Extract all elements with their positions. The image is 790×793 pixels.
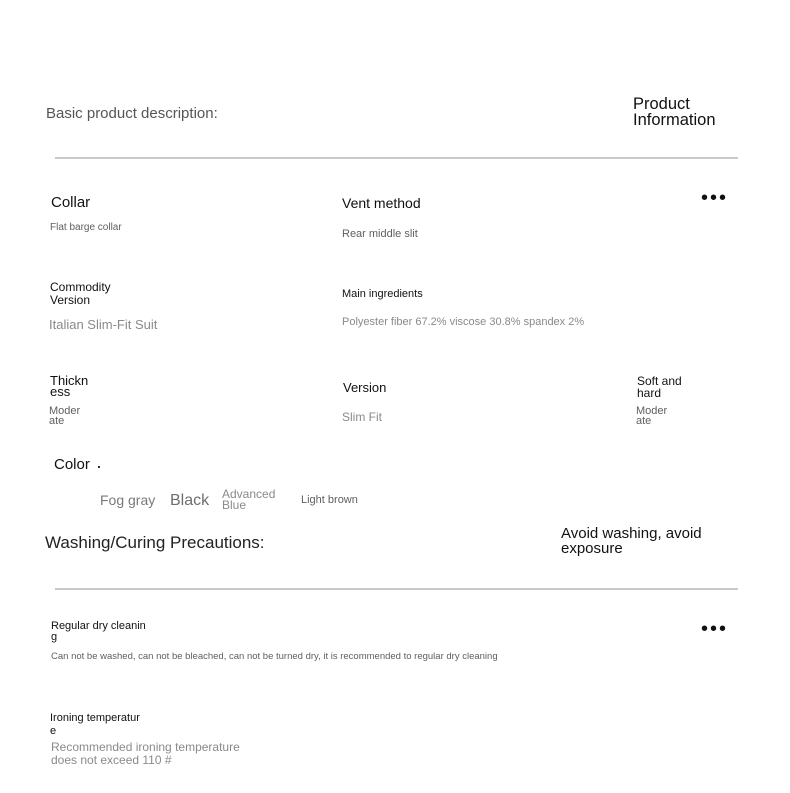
dry-cleaning-value: Can not be washed, can not be bleached, can not be turned dry, it is recommended to regular dry cleaning	[51, 651, 498, 662]
thickness-label: Thickness	[50, 373, 89, 399]
washing-heading: Washing/Curing Precautions:	[45, 533, 265, 552]
basic-heading: Basic product description:	[46, 105, 218, 122]
ironing-temperature-value: Recommended ironing temperature does not exceed 110 #	[51, 740, 240, 767]
color-label: Color	[54, 456, 90, 473]
ironing-temperature-label: Ironing temperature	[50, 712, 140, 737]
commodity-version-value: Italian Slim-Fit Suit	[49, 317, 158, 332]
color-option[interactable]: Black	[170, 492, 210, 509]
soft-hard-label: Soft and hard	[637, 374, 682, 400]
soft-hard-value: Moderate	[636, 405, 668, 427]
commodity-version-label: Commodity Version	[50, 280, 111, 307]
collar-label: Collar	[51, 194, 91, 211]
color-label-dot	[98, 466, 100, 468]
color-option[interactable]: Fog gray	[100, 492, 156, 508]
dry-cleaning-label: Regular dry cleaning	[51, 620, 146, 643]
divider	[55, 157, 738, 159]
version-value: Slim Fit	[342, 410, 382, 424]
main-ingredients-value: Polyester fiber 67.2% viscose 30.8% spandex 2%	[342, 316, 585, 328]
more-options-icon[interactable]: •••	[701, 187, 729, 209]
color-option[interactable]: Light brown	[301, 494, 358, 506]
more-options-icon[interactable]: •••	[701, 618, 729, 640]
thickness-value: Moderate	[49, 405, 81, 427]
vent-method-label: Vent method	[342, 195, 421, 211]
color-option[interactable]: Advanced Blue	[222, 487, 276, 512]
divider	[55, 588, 738, 590]
collar-value: Flat barge collar	[50, 222, 122, 233]
main-ingredients-label: Main ingredients	[342, 288, 423, 300]
vent-method-value: Rear middle slit	[342, 228, 418, 240]
version-label: Version	[343, 380, 387, 395]
product-information-title: Product Information	[633, 95, 716, 129]
washing-summary: Avoid washing, avoid exposure	[561, 525, 702, 557]
